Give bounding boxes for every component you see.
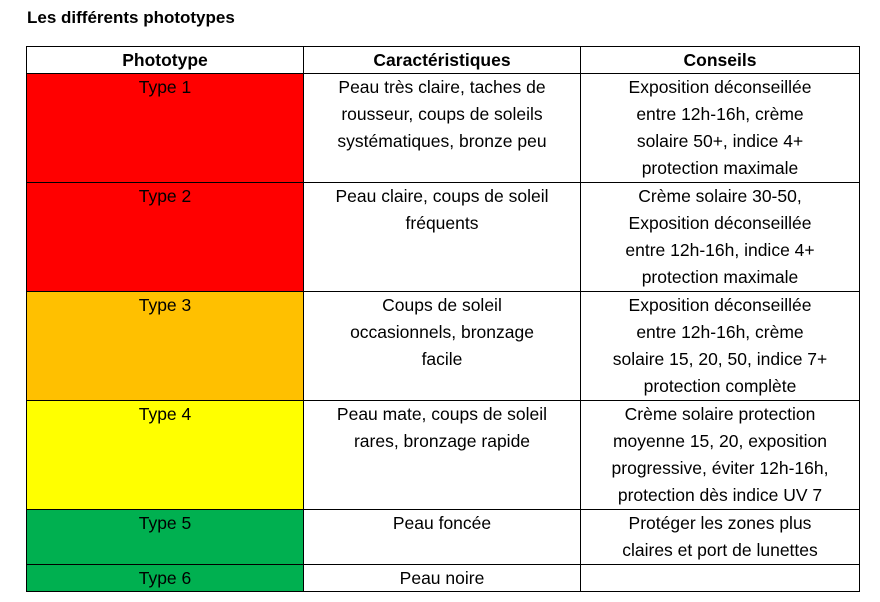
- phototype-cell: Type 2: [27, 183, 304, 292]
- table-row: [27, 74, 860, 183]
- caracteristiques-cell: Peau foncée: [304, 510, 581, 565]
- phototype-cell: Type 3: [27, 292, 304, 401]
- document-title: Les différents phototypes: [27, 8, 235, 27]
- phototypes-table: [26, 46, 860, 592]
- header-caracteristiques: Caractéristiques: [304, 47, 581, 74]
- table-row: [27, 510, 860, 565]
- conseils-cell: Exposition déconseillée entre 12h-16h, crème solaire 50+, indice 4+ protection maximale: [581, 74, 860, 183]
- caracteristiques-cell: Peau très claire, taches de rousseur, coups de soleils systématiques, bronze peu: [304, 74, 581, 183]
- table-row: [27, 292, 860, 401]
- header-phototype: Phototype: [27, 47, 304, 74]
- conseils-cell: Exposition déconseillée entre 12h-16h, crème solaire 15, 20, 50, indice 7+ protection complète: [581, 292, 860, 401]
- conseils-cell: Crème solaire 30-50, Exposition déconseillée entre 12h-16h, indice 4+ protection maximale: [581, 183, 860, 292]
- header-conseils: Conseils: [581, 47, 860, 74]
- phototype-cell: Type 6: [27, 565, 304, 592]
- phototype-cell: Type 5: [27, 510, 304, 565]
- caracteristiques-cell: Coups de soleil occasionnels, bronzage facile: [304, 292, 581, 401]
- conseils-cell: Protéger les zones plus claires et port de lunettes: [581, 510, 860, 565]
- conseils-cell: Crème solaire protection moyenne 15, 20, exposition progressive, éviter 12h-16h, protection dès indice UV 7: [581, 401, 860, 510]
- caracteristiques-cell: Peau mate, coups de soleil rares, bronzage rapide: [304, 401, 581, 510]
- table-row: [27, 401, 860, 510]
- table-row: [27, 565, 860, 592]
- phototype-cell: Type 4: [27, 401, 304, 510]
- caracteristiques-cell: Peau claire, coups de soleil fréquents: [304, 183, 581, 292]
- caracteristiques-cell: Peau noire: [304, 565, 581, 592]
- table-row: [27, 183, 860, 292]
- table-header-row: [27, 47, 860, 74]
- conseils-cell: [581, 565, 860, 592]
- phototype-cell: Type 1: [27, 74, 304, 183]
